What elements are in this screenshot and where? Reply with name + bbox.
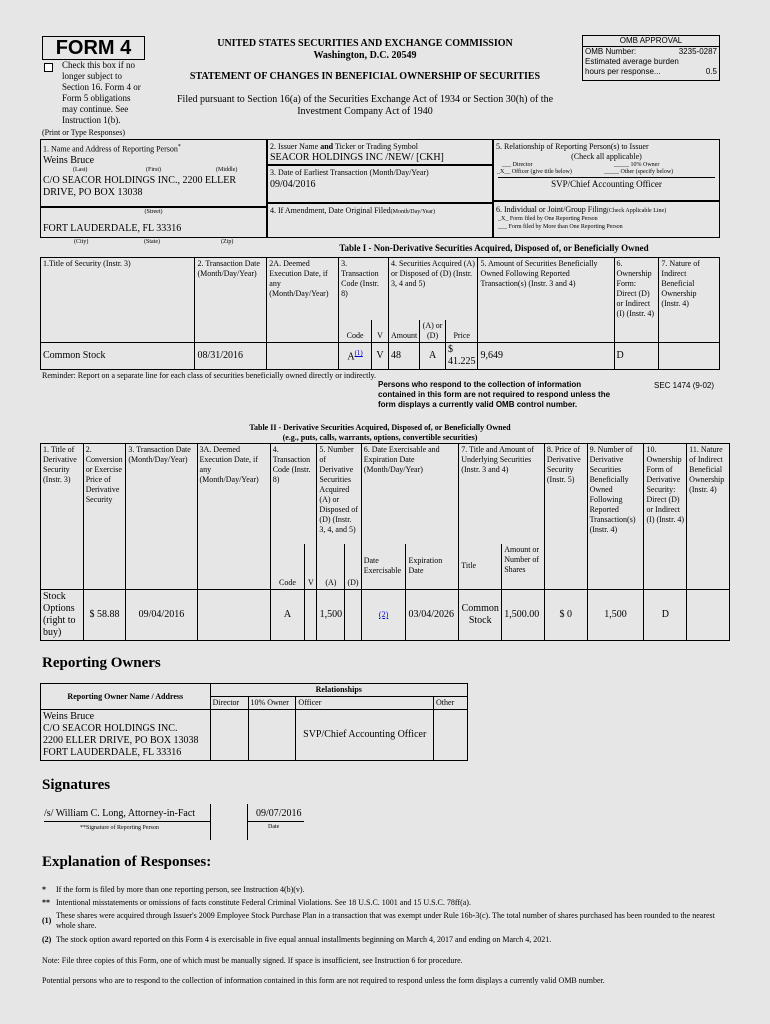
t2-sub-v: V bbox=[305, 544, 317, 590]
t1-sub-code: Code bbox=[339, 320, 372, 343]
agency-name: UNITED STATES SECURITIES AND EXCHANGE COMMISSION bbox=[217, 38, 513, 49]
t1-h-nature: 7. Nature of Indirect Beneficial Ownership (Instr. 4) bbox=[659, 258, 720, 343]
t1-row-price-symbol: $ bbox=[447, 343, 453, 355]
no-longer-subject-checkbox[interactable] bbox=[44, 63, 53, 72]
t1-h-deemed: 2A. Deemed Execution Date, if any (Month/Day/Year) bbox=[267, 258, 339, 343]
date-label: Date bbox=[268, 824, 280, 830]
ro-owner-l2: C/O SEACOR HOLDINGS INC. bbox=[43, 723, 178, 734]
explanation-star1 bbox=[42, 885, 722, 895]
t1-row-price-cell bbox=[445, 342, 478, 369]
reporting-owners-table bbox=[40, 683, 468, 761]
amendment-label bbox=[268, 204, 492, 216]
persons-respond-l2: contained in this form are not required to respond unless the bbox=[378, 390, 611, 399]
table-row bbox=[41, 342, 720, 369]
t1-row-deemed bbox=[267, 342, 339, 369]
ro-col-officer: Officer bbox=[296, 697, 434, 710]
filing-type-box bbox=[493, 201, 720, 238]
t2-row-exer-note[interactable]: (2) bbox=[361, 590, 406, 641]
omb-approval-box bbox=[582, 35, 720, 81]
ro-other-cell bbox=[434, 710, 468, 761]
relationship-box bbox=[493, 139, 720, 201]
ro-col-other: Other bbox=[434, 697, 468, 710]
persons-respond-l1: Persons who respond to the collection of information bbox=[378, 380, 582, 389]
t1-h-code: 3. Transaction Code (Instr. 8) bbox=[339, 258, 389, 320]
t2-sub-code: Code bbox=[270, 544, 305, 590]
filed-line-1: Filed pursuant to Section 16(a) of the Securities Exchange Act of 1934 or Section 30(h) of the bbox=[176, 94, 554, 105]
other-option[interactable]: _____ Other (specify below) bbox=[604, 169, 674, 175]
issuer-label-post: Ticker or Trading Symbol bbox=[333, 142, 419, 151]
t2-h-exercisable: 6. Date Exercisable and Expiration Date (Month/Day/Year) bbox=[361, 444, 459, 544]
explanation-note2-mark: (2) bbox=[42, 935, 52, 944]
city-label: (City) bbox=[74, 239, 89, 245]
omb-burden-label: Estimated average burden bbox=[585, 57, 679, 66]
issuer-label bbox=[268, 140, 492, 152]
t2-row-a: 1,500 bbox=[317, 590, 345, 641]
reporting-person-label-text: 1. Name and Address of Reporting Person bbox=[43, 144, 178, 154]
t2-h-date: 3. Transaction Date (Month/Day/Year) bbox=[126, 444, 197, 590]
signature-label: **Signature of Reporting Person bbox=[80, 825, 159, 831]
t2-h-code: 4. Transaction Code (Instr. 8) bbox=[270, 444, 317, 544]
form-title-box bbox=[42, 36, 145, 60]
filed-line-2: Investment Company Act of 1940 bbox=[297, 106, 433, 117]
earliest-transaction-box bbox=[267, 165, 493, 203]
ro-owner-l1: Weins Bruce bbox=[43, 711, 95, 722]
agency-location: Washington, D.C. 20549 bbox=[313, 50, 417, 61]
reporting-person-name: Weins Bruce bbox=[43, 154, 95, 166]
earliest-transaction-date: 09/04/2016 bbox=[270, 179, 316, 190]
explanation-note1-text: These shares were acquired through Issuer's 2009 Employee Stock Purchase Plan in a transaction that was exempt under Rule 16b-3(c). The total number of shares purchased has been rounded to the nearest whole share. bbox=[56, 911, 715, 930]
potential-persons-note: Potential persons who are to respond to the collection of information contained in this form are not required to respond unless the form displays a currently valid OMB number. bbox=[42, 976, 605, 985]
explanation-star2 bbox=[42, 898, 722, 908]
street-label: (Street) bbox=[144, 209, 163, 215]
reporting-person-label bbox=[41, 140, 266, 155]
t2-row-uamount: 1,500.00 bbox=[502, 590, 545, 641]
street-city-box bbox=[40, 207, 267, 238]
explanation-note1 bbox=[42, 911, 722, 931]
ro-director-cell bbox=[210, 710, 248, 761]
signature-divider bbox=[210, 804, 248, 840]
signature-date: 09/07/2016 bbox=[256, 808, 302, 819]
last-label: (Last) bbox=[73, 166, 88, 173]
omb-hours-row bbox=[583, 67, 719, 77]
relationship-row-2 bbox=[494, 169, 719, 176]
t1-row-code: A bbox=[347, 351, 355, 363]
explanation-star1-mark: * bbox=[42, 885, 46, 894]
explanation-star2-text: Intentional misstatements or omissions of facts constitute Federal Criminal Violations. See 18 U.S.C. 1001 and 15 U.S.C. 78ff(a). bbox=[56, 898, 471, 907]
first-label: (First) bbox=[146, 166, 161, 173]
statement-title: STATEMENT OF CHANGES IN BENEFICIAL OWNERSHIP OF SECURITIES bbox=[189, 71, 541, 82]
reporting-person-box bbox=[40, 139, 267, 207]
t1-row-v: V bbox=[372, 342, 389, 369]
t2-row-deemed bbox=[197, 590, 270, 641]
t2-sub-d: (D) bbox=[345, 544, 361, 590]
issuer-box bbox=[267, 139, 493, 165]
amendment-box bbox=[267, 203, 493, 238]
date-line bbox=[248, 821, 304, 822]
t2-sub-exer: Date Exercisable bbox=[361, 544, 406, 590]
explanation-star2-mark: ** bbox=[42, 898, 50, 907]
t1-h-title: 1.Title of Security (Instr. 3) bbox=[41, 258, 195, 343]
ro-owner-l3: 2200 ELLER DRIVE, PO BOX 13038 bbox=[43, 735, 199, 746]
table1-title: Table I - Non-Derivative Securities Acquired, Disposed of, or Beneficially Owned bbox=[339, 243, 649, 253]
t1-row-owned: 9,649 bbox=[478, 342, 614, 369]
explanation-heading: Explanation of Responses: bbox=[42, 854, 212, 870]
t1-row-title: Common Stock bbox=[41, 342, 195, 369]
director-option[interactable]: ___ Director bbox=[502, 162, 533, 168]
issuer-label-pre: 2. Issuer Name bbox=[270, 142, 321, 151]
t1-row-form: D bbox=[614, 342, 659, 369]
omb-hours-label: hours per response... bbox=[585, 67, 661, 76]
reporting-person-asterisk: * bbox=[177, 144, 181, 150]
t1-row-code-cell bbox=[339, 342, 372, 369]
omb-number-label: OMB Number: bbox=[585, 47, 637, 56]
explanation-star1-text: If the form is filed by more than one reporting person, see Instruction 4(b)(v). bbox=[56, 885, 305, 894]
t2-h-owned: 9. Number of Derivative Securities Beneficially Owned Following Reported Transaction(s) (Instr. 4) bbox=[587, 444, 644, 590]
t2-row-exp: 03/04/2026 bbox=[406, 590, 459, 641]
ro-col-owner: 10% Owner bbox=[248, 697, 296, 710]
t1-row-price: 41.225 bbox=[447, 355, 476, 367]
filing-type-label bbox=[494, 202, 719, 215]
t2-row-date: 09/04/2016 bbox=[126, 590, 197, 641]
issuer-label-and: and bbox=[320, 142, 334, 151]
relationship-row-1 bbox=[494, 162, 719, 169]
persons-respond-l3: form displays a currently valid OMB control number. bbox=[378, 400, 578, 409]
table-row bbox=[41, 710, 468, 761]
reporting-address-l1: C/O SEACOR HOLDINGS INC., 2200 ELLER bbox=[43, 174, 237, 186]
omb-title: OMB APPROVAL bbox=[583, 36, 719, 47]
t2-h-nature: 11. Nature of Indirect Beneficial Ownership (Instr. 4) bbox=[687, 444, 730, 590]
table1 bbox=[40, 257, 720, 370]
ro-owner-cell bbox=[41, 710, 211, 761]
explanation-note2 bbox=[42, 935, 722, 945]
reminder-text: Reminder: Report on a separate line for each class of securities beneficially owned directly or indirectly. bbox=[42, 371, 377, 380]
reporting-city-line: FORT LAUDERDALE, FL 33316 bbox=[43, 223, 182, 234]
t1-row-aord: A bbox=[420, 342, 446, 369]
persons-respond-box bbox=[378, 380, 648, 410]
t2-h-conv: 2. Conversion or Exercise Price of Derivative Security bbox=[83, 444, 126, 590]
middle-label: (Middle) bbox=[216, 166, 238, 173]
table2 bbox=[40, 443, 730, 641]
t1-h-owned: 5. Amount of Securities Beneficially Owned Following Reported Transaction(s) (Instr. 3 and 4) bbox=[478, 258, 614, 343]
city-state-zip-labels bbox=[40, 239, 267, 248]
t1-row-nature bbox=[659, 342, 720, 369]
ro-col-relationships: Relationships bbox=[210, 684, 467, 697]
t1-h-date: 2. Transaction Date (Month/Day/Year) bbox=[195, 258, 267, 343]
t2-row-utitle: Common Stock bbox=[459, 590, 502, 641]
t1-h-acquired: 4. Securities Acquired (A) or Disposed of (D) (Instr. 3, 4 and 5) bbox=[388, 258, 478, 320]
t2-sub-title: Title bbox=[459, 544, 502, 590]
t2-row-nature bbox=[687, 590, 730, 641]
t2-h-deemed: 3A. Deemed Execution Date, if any (Month/Day/Year) bbox=[197, 444, 270, 590]
filing-note: Note: File three copies of this Form, one of which must be manually signed. If space is insufficient, see Instruction 6 for procedure. bbox=[42, 956, 463, 965]
t2-row-d bbox=[345, 590, 361, 641]
signer-name: /s/ William C. Long, Attorney-in-Fact bbox=[44, 808, 196, 819]
t1-sub-amount: Amount bbox=[388, 320, 419, 343]
t2-h-form: 10. Ownership Form of Derivative Security: Direct (D) or Indirect (I) (Instr. 4) bbox=[644, 444, 687, 590]
ro-col-name: Reporting Owner Name / Address bbox=[41, 684, 211, 710]
print-type-note: (Print or Type Responses) bbox=[42, 128, 126, 137]
state-label: (State) bbox=[144, 239, 160, 245]
signatures-heading: Signatures bbox=[42, 777, 111, 793]
t2-sub-exp: Expiration Date bbox=[406, 544, 459, 590]
table2-subtitle: (e.g., puts, calls, warrants, options, convertible securities) bbox=[282, 433, 478, 442]
ro-officer-title: SVP/Chief Accounting Officer bbox=[296, 710, 434, 761]
reporting-owners-heading: Reporting Owners bbox=[42, 655, 161, 671]
omb-hours: 0.5 bbox=[705, 67, 717, 76]
earliest-transaction-label: 3. Date of Earliest Transaction (Month/Day/Year) bbox=[270, 168, 429, 177]
reporting-address-l2: DRIVE, PO BOX 13038 bbox=[43, 186, 143, 198]
t2-h-underlying: 7. Title and Amount of Underlying Securities (Instr. 3 and 4) bbox=[459, 444, 545, 544]
amendment-label-text: 4. If Amendment, Date Original Filed bbox=[270, 206, 391, 215]
t1-sub-v: V bbox=[372, 320, 389, 343]
explanation-note1-mark: (1) bbox=[42, 916, 52, 925]
t2-row-conv: $ 58.88 bbox=[83, 590, 126, 641]
t2-h-title: 1. Title of Derivative Security (Instr. 3) bbox=[41, 444, 84, 590]
signature-line bbox=[44, 821, 210, 822]
filing-option-multiple[interactable]: ___ Form filed by More than One Reporting Person bbox=[498, 224, 623, 230]
t2-h-price: 8. Price of Derivative Security (Instr. 5) bbox=[544, 444, 587, 590]
t2-row-title: Stock Options (right to buy) bbox=[41, 590, 84, 641]
t2-row-price: $ 0 bbox=[544, 590, 587, 641]
checkbox-text: Check this box if no longer subject to Section 16. Form 4 or Form 5 obligations may continue. See Instruction 1(b). bbox=[62, 60, 141, 125]
filing-type-label-small: (Check Applicable Line) bbox=[606, 208, 667, 214]
filing-type-label-text: 6. Individual or Joint/Group Filing bbox=[496, 205, 607, 214]
t2-h-number: 5. Number of Derivative Securities Acquired (A) or Disposed of (D) (Instr. 3, 4, and 5) bbox=[317, 444, 361, 544]
t2-row-v bbox=[305, 590, 317, 641]
relationship-sub: (Check all applicable) bbox=[571, 152, 642, 161]
table-row bbox=[41, 590, 730, 641]
filing-option-one[interactable]: _X_ Form filed by One Reporting Person bbox=[498, 216, 598, 222]
explanation-note2-text: The stock option award reported on this Form 4 is exercisable in five equal annual installments beginning on March 4, 2017 and ending on March 4, 2021. bbox=[56, 935, 552, 944]
t2-row-form: D bbox=[644, 590, 687, 641]
issuer-name: SEACOR HOLDINGS INC /NEW/ [CKH] bbox=[270, 152, 444, 163]
relationship-label: 5. Relationship of Reporting Person(s) to Issuer bbox=[496, 142, 649, 151]
officer-title: SVP/Chief Accounting Officer bbox=[498, 177, 715, 190]
t1-row-amount: 48 bbox=[388, 342, 419, 369]
form-title: FORM 4 bbox=[55, 37, 132, 59]
zip-label: (Zip) bbox=[221, 239, 234, 245]
officer-option[interactable]: _X__ Officer (give title below) bbox=[497, 169, 572, 175]
t1-sub-price: Price bbox=[445, 320, 478, 343]
t1-row-code-note[interactable]: (1) bbox=[354, 349, 363, 358]
amendment-label-small: (Month/Day/Year) bbox=[390, 209, 436, 215]
t1-sub-aord: (A) or (D) bbox=[420, 320, 446, 343]
t2-sub-a: (A) bbox=[317, 544, 345, 590]
name-part-labels bbox=[41, 167, 266, 175]
ro-owner-l4: FORT LAUDERDALE, FL 33316 bbox=[43, 747, 182, 758]
t2-row-owned: 1,500 bbox=[587, 590, 644, 641]
ro-owner10-cell bbox=[248, 710, 296, 761]
t2-sub-amount: Amount or Number of Shares bbox=[502, 544, 545, 590]
omb-number: 3235-0287 bbox=[678, 47, 717, 56]
sec-code: SEC 1474 (9-02) bbox=[654, 381, 715, 390]
t2-row-code: A bbox=[270, 590, 305, 641]
t1-h-form: 6. Ownership Form: Direct (D) or Indirect (I) (Instr. 4) bbox=[614, 258, 659, 343]
omb-number-row bbox=[583, 47, 719, 57]
ro-col-director: Director bbox=[210, 697, 248, 710]
table2-title: Table II - Derivative Securities Acquired, Disposed of, or Beneficially Owned bbox=[249, 423, 511, 432]
t1-row-date: 08/31/2016 bbox=[195, 342, 267, 369]
ten-percent-owner-option[interactable]: _____ 10% Owner bbox=[614, 162, 660, 168]
